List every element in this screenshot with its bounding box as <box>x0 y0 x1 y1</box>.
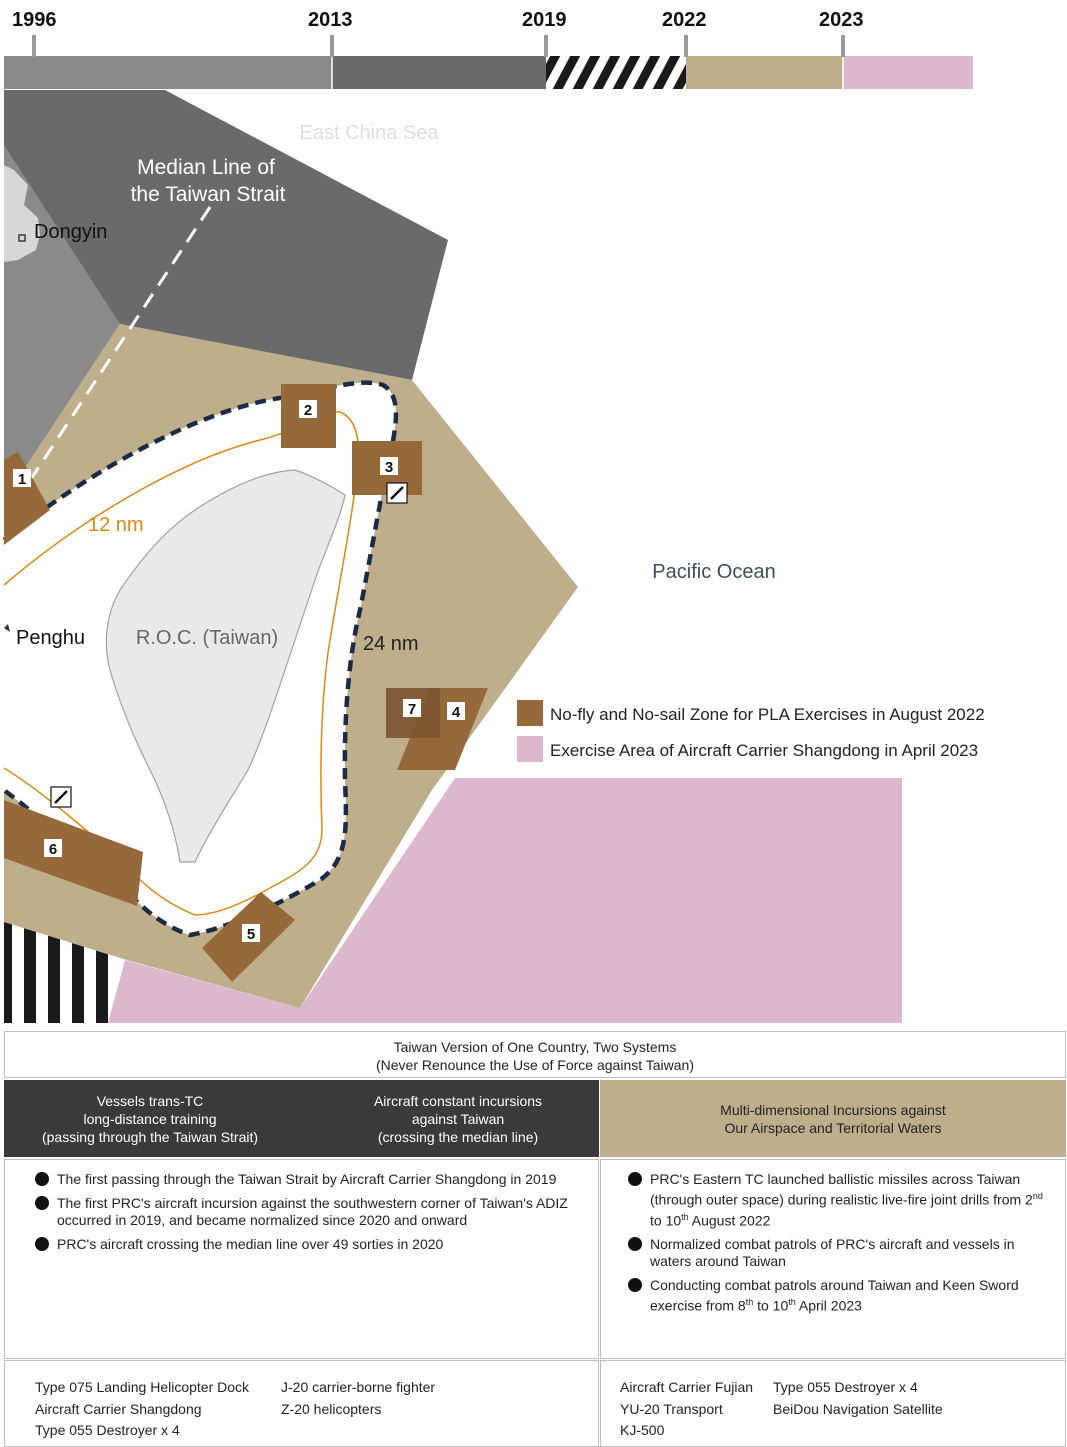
right-bullet-3 <box>628 1277 1058 1315</box>
right-bullets-cell <box>600 1159 1066 1359</box>
right-bullet-3-sup-1: th <box>745 1297 754 1308</box>
zone-2-label: 2 <box>303 402 313 419</box>
table-main-header-line-1: Taiwan Version of One Country, Two Systems <box>393 1039 677 1055</box>
left-header-aircraft <box>318 1092 598 1146</box>
legend-swatch-shangdong <box>517 736 543 762</box>
year-label-2023: 2023 <box>819 9 864 31</box>
left-bullet-2: The first PRC's aircraft incursion against the southwestern corner of Taiwan's ADIZ occurred in 2019, and became normalized since 2020 and onward <box>35 1195 591 1229</box>
right-bullet-list <box>628 1171 1058 1322</box>
table-main-header <box>4 1031 1066 1078</box>
left-bullets-cell <box>4 1159 599 1359</box>
legend-label-shangdong: Exercise Area of Aircraft Carrier Shangdong in April 2023 <box>550 741 979 760</box>
median-line-label-1: Median Line of <box>137 156 275 179</box>
equipment-item: Z-20 helicopters <box>281 1400 382 1417</box>
timeline-segment-2023 <box>843 56 973 89</box>
equipment-item: Aircraft Carrier Fujian <box>620 1379 754 1395</box>
left-header-vessels-line-1: Vessels trans-TC <box>96 1093 204 1109</box>
left-header-aircraft-line-2: against Taiwan <box>411 1111 505 1127</box>
zone-3-label: 3 <box>384 459 394 476</box>
zone-6-label: 6 <box>48 841 58 858</box>
left-header-aircraft-line-1: Aircraft constant incursions <box>373 1093 543 1109</box>
right-bullet-1-day-start: 2 <box>1025 1191 1033 1208</box>
right-bullet-2: Normalized combat patrols of PRC's aircraft and vessels in waters around Taiwan <box>628 1236 1058 1270</box>
map <box>0 90 1067 1025</box>
table-right-header <box>600 1080 1066 1157</box>
timeline-tick-2023 <box>841 35 845 57</box>
equipment-item: Type 055 Destroyer x 4 <box>773 1379 918 1395</box>
equipment-item: Type 055 Destroyer x 4 <box>35 1422 180 1438</box>
right-equipment-col-1 <box>620 1377 753 1442</box>
left-equipment-col-1 <box>35 1377 249 1442</box>
map-legend <box>517 700 985 762</box>
left-bullet-1: The first passing through the Taiwan Strait by Aircraft Carrier Shangdong in 2019 <box>35 1171 591 1188</box>
timeline-tick-2022 <box>684 35 688 57</box>
legend-label-no-fly: No-fly and No-sail Zone for PLA Exercises in August 2022 <box>550 705 985 724</box>
taiwan-label: R.O.C. (Taiwan) <box>135 627 279 649</box>
right-bullet-3-text: Conducting combat patrols around Taiwan and Keen Sword exercise from 8 <box>650 1277 1019 1314</box>
nm12-label: 12 nm <box>88 514 144 536</box>
timeline-segment-2022 <box>686 56 843 89</box>
missile-marker-north <box>387 483 407 503</box>
year-label-2013: 2013 <box>308 9 353 31</box>
right-bullet-1-sup-2: th <box>681 1211 689 1222</box>
right-equipment-cell <box>600 1360 1066 1447</box>
zone-5-label: 5 <box>246 926 256 943</box>
timeline-bar <box>0 0 1067 92</box>
equipment-item: BeiDou Navigation Satellite <box>773 1400 943 1417</box>
year-label-2022: 2022 <box>662 9 707 31</box>
timeline-segment-1996 <box>4 56 332 89</box>
legend-swatch-no-fly <box>517 700 543 726</box>
zone-1-label: 1 <box>17 471 27 488</box>
zone-4-label: 4 <box>451 704 461 721</box>
equipment-item: Type 075 Landing Helicopter Dock <box>35 1379 250 1395</box>
table-main-header-line-2: (Never Renounce the Use of Force against Taiwan) <box>375 1057 694 1073</box>
equipment-item: KJ-500 <box>620 1422 665 1438</box>
left-bullet-3: PRC's aircraft crossing the median line over 49 sorties in 2020 <box>35 1236 591 1253</box>
right-bullet-1-sup-1: nd <box>1032 1191 1043 1201</box>
year-label-1996: 1996 <box>12 9 57 31</box>
left-header-aircraft-line-3: (crossing the median line) <box>377 1129 539 1145</box>
timeline-tick-1996 <box>32 35 36 57</box>
right-header-line-2: Our Airspace and Territorial Waters <box>724 1120 942 1136</box>
timeline-tick-2019 <box>544 35 548 57</box>
right-bullet-1-end: August 2022 <box>688 1212 771 1229</box>
missile-marker-south <box>51 787 71 807</box>
right-bullet-1-text: PRC's Eastern TC launched ballistic missiles across Taiwan (through outer space) during realistic live-fire joint drills from <box>650 1171 1026 1208</box>
pacific-ocean-label: Pacific Ocean <box>652 561 776 583</box>
right-equipment-col-2 <box>773 1377 943 1420</box>
year-label-2019: 2019 <box>522 9 567 31</box>
right-bullet-3-end: April 2023 <box>795 1297 862 1314</box>
left-header-vessels-line-3: (passing through the Taiwan Strait) <box>41 1129 259 1145</box>
nm24-label: 24 nm <box>363 633 419 655</box>
penghu-label: Penghu <box>16 627 85 649</box>
timeline-segment-2013 <box>332 56 546 89</box>
left-equipment-col-2 <box>281 1377 435 1420</box>
right-bullet-3-mid: to 10 <box>753 1297 789 1314</box>
right-bullet-1-mid: to 10 <box>650 1212 682 1229</box>
east-china-sea-label: East China Sea <box>299 122 439 144</box>
table-left-header <box>4 1080 599 1157</box>
timeline-tick-2013 <box>330 35 334 57</box>
median-line-label-2: the Taiwan Strait <box>130 183 286 206</box>
timeline-segment-2019 <box>546 56 686 89</box>
left-bullet-list <box>35 1171 591 1260</box>
dongyin-label: Dongyin <box>34 221 108 243</box>
left-header-vessels-line-2: long-distance training <box>83 1111 217 1127</box>
zone-7-label: 7 <box>407 701 417 718</box>
right-bullet-1 <box>628 1171 1058 1229</box>
equipment-item: Aircraft Carrier Shangdong <box>35 1400 202 1417</box>
left-header-vessels <box>10 1092 290 1146</box>
equipment-item: YU-20 Transport <box>620 1400 723 1417</box>
equipment-item: J-20 carrier-borne fighter <box>281 1379 436 1395</box>
right-bullet-3-sup-2: th <box>788 1297 796 1308</box>
left-equipment-cell <box>4 1360 599 1447</box>
right-header-line-1: Multi-dimensional Incursions against <box>720 1102 946 1118</box>
